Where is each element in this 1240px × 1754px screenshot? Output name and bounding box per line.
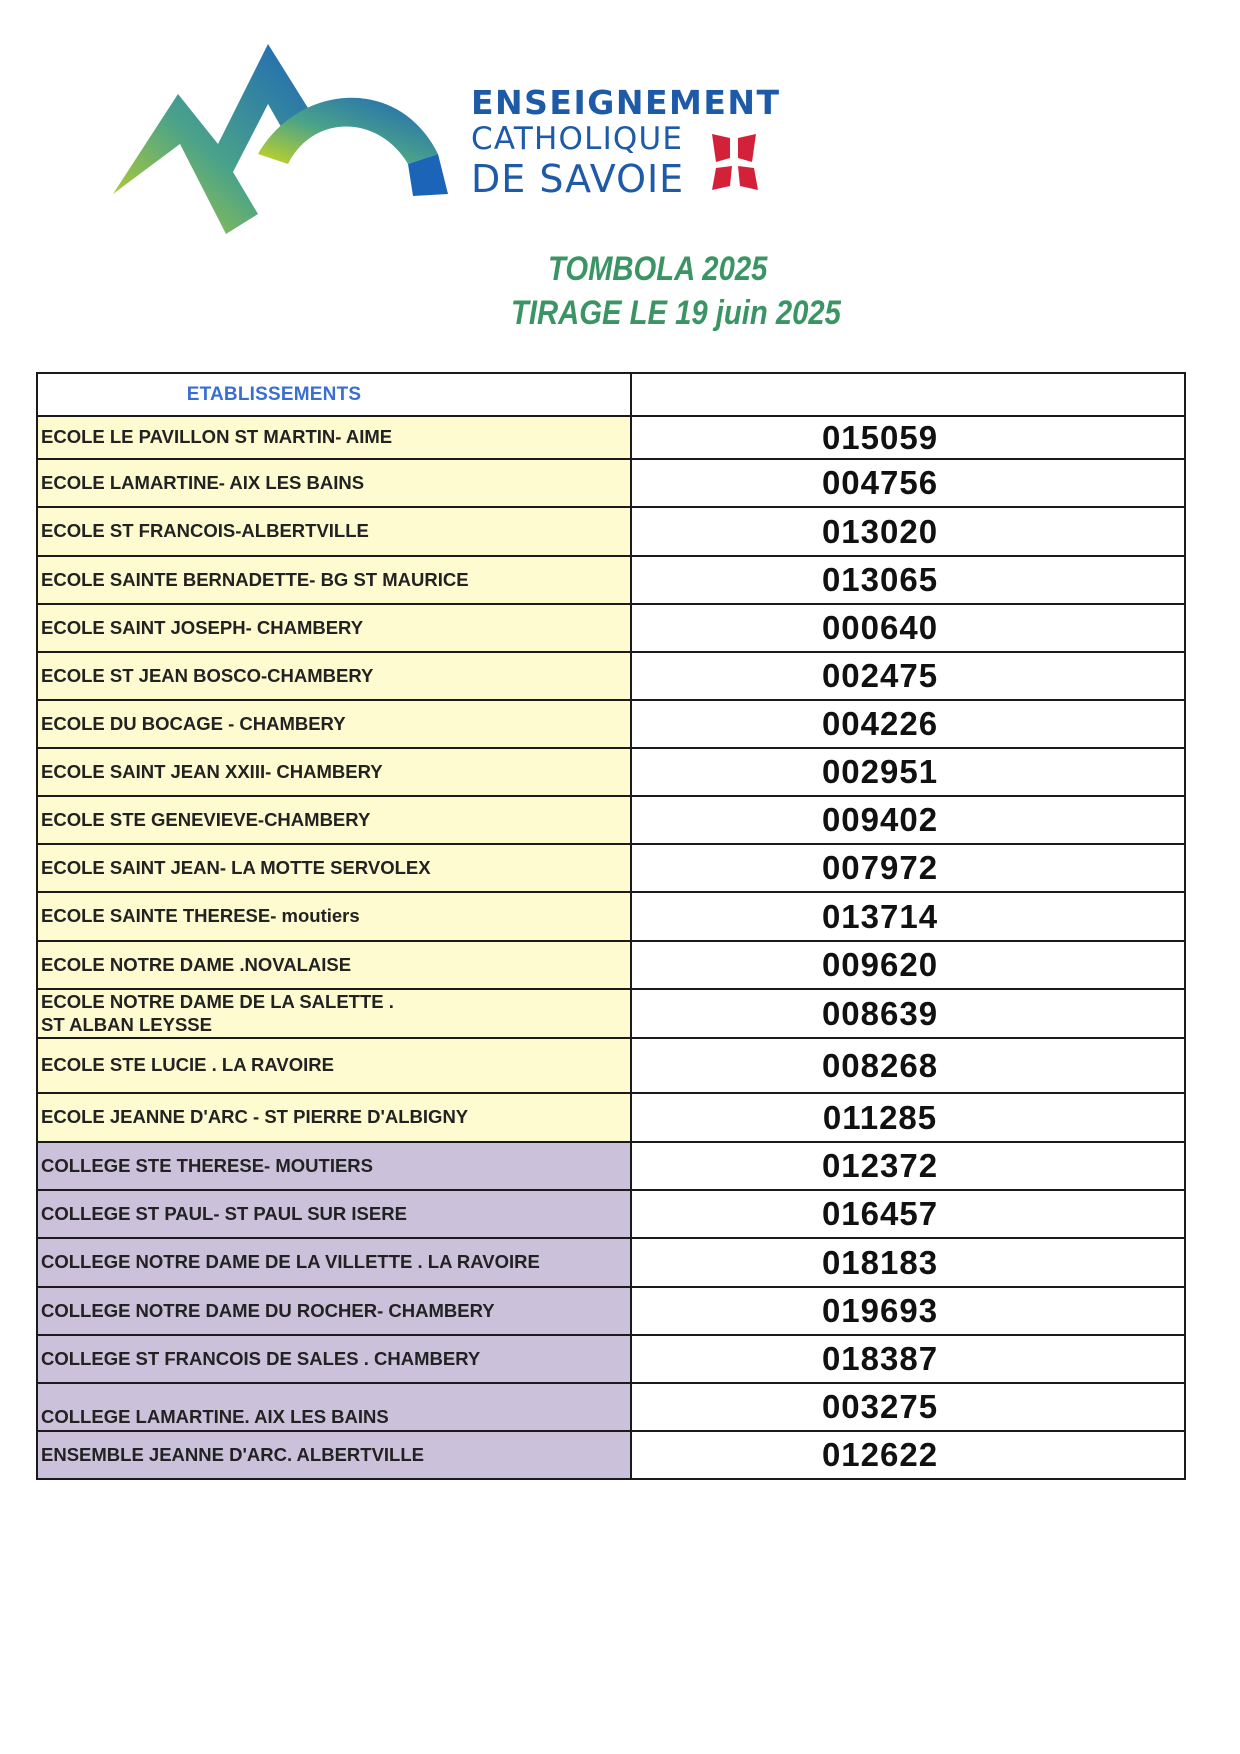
ticket-number: 013020 — [631, 507, 1185, 556]
establishment-name-line: COLLEGE NOTRE DAME DE LA VILLETTE . LA RAVOIRE — [41, 1251, 540, 1273]
establishment-name — [37, 507, 631, 556]
ticket-number: 009402 — [631, 796, 1185, 844]
establishment-name-line: ECOLE JEANNE D'ARC - ST PIERRE D'ALBIGNY — [41, 1106, 469, 1128]
table-row — [37, 604, 1185, 652]
establishment-name — [37, 652, 631, 700]
establishment-name-line: ECOLE NOTRE DAME DE LA SALETTE . — [41, 991, 394, 1013]
ticket-number: 013714 — [631, 892, 1185, 941]
table-row — [37, 844, 1185, 892]
table-row — [37, 796, 1185, 844]
ticket-number: 008268 — [631, 1038, 1185, 1093]
establishment-name — [37, 700, 631, 748]
establishment-name — [37, 1190, 631, 1238]
table-row — [37, 1238, 1185, 1287]
ticket-number: 007972 — [631, 844, 1185, 892]
establishment-name-line: ECOLE SAINTE THERESE- moutiers — [41, 905, 360, 927]
establishment-name — [37, 604, 631, 652]
table-row — [37, 941, 1185, 989]
table-row — [37, 1287, 1185, 1335]
establishment-name-line: ECOLE SAINTE BERNADETTE- BG ST MAURICE — [41, 568, 469, 590]
column-header-number — [631, 373, 1185, 416]
table-header-row — [37, 373, 1185, 416]
establishment-name-line: COLLEGE LAMARTINE. AIX LES BAINS — [41, 1405, 389, 1427]
establishment-name — [37, 796, 631, 844]
establishment-name — [37, 1093, 631, 1142]
results-table — [36, 372, 1186, 1480]
establishment-name — [37, 1431, 631, 1479]
ticket-number: 004756 — [631, 459, 1185, 507]
brand-line-1: ENSEIGNEMENT — [471, 83, 781, 122]
column-header-etablissements: ETABLISSEMENTS — [37, 373, 631, 416]
table-row — [37, 556, 1185, 604]
establishment-name — [37, 1383, 631, 1431]
establishment-name — [37, 941, 631, 989]
establishment-name — [37, 1142, 631, 1190]
establishment-name-line: ECOLE SAINT JOSEPH- CHAMBERY — [41, 616, 364, 638]
establishment-name — [37, 892, 631, 941]
establishment-name — [37, 1335, 631, 1383]
establishment-name-line: ECOLE LE PAVILLON ST MARTIN- AIME — [41, 426, 393, 448]
establishment-name-line: COLLEGE STE THERESE- MOUTIERS — [41, 1154, 373, 1176]
establishment-name-line: ECOLE STE GENEVIEVE-CHAMBERY — [41, 808, 371, 830]
ticket-number: 016457 — [631, 1190, 1185, 1238]
page-title: TOMBOLA 2025 — [548, 250, 768, 288]
ticket-number: 019693 — [631, 1287, 1185, 1335]
establishment-name — [37, 556, 631, 604]
ticket-number: 015059 — [631, 416, 1185, 459]
ticket-number: 004226 — [631, 700, 1185, 748]
ticket-number: 003275 — [631, 1383, 1185, 1431]
table-row — [37, 1093, 1185, 1142]
establishment-name — [37, 1238, 631, 1287]
establishment-name-line-2: ST ALBAN LEYSSE — [41, 1013, 212, 1035]
table-row — [37, 652, 1185, 700]
establishment-name — [37, 748, 631, 796]
establishment-name-line: ECOLE NOTRE DAME .NOVALAISE — [41, 953, 352, 975]
table-row — [37, 700, 1185, 748]
establishment-name-line: COLLEGE NOTRE DAME DU ROCHER- CHAMBERY — [41, 1299, 495, 1321]
establishment-name-line: ECOLE ST JEAN BOSCO-CHAMBERY — [41, 664, 374, 686]
ticket-number: 012622 — [631, 1431, 1185, 1479]
ticket-number: 002951 — [631, 748, 1185, 796]
establishment-name-line: ECOLE SAINT JEAN XXIII- CHAMBERY — [41, 760, 383, 782]
establishment-name — [37, 1287, 631, 1335]
ticket-number: 018387 — [631, 1335, 1185, 1383]
ticket-number: 008639 — [631, 989, 1185, 1038]
ticket-number: 009620 — [631, 941, 1185, 989]
establishment-name-line: ENSEMBLE JEANNE D'ARC. ALBERTVILLE — [41, 1443, 424, 1465]
table-row — [37, 459, 1185, 507]
table-row — [37, 1142, 1185, 1190]
ticket-number: 000640 — [631, 604, 1185, 652]
table-row — [37, 748, 1185, 796]
table-row — [37, 1335, 1185, 1383]
ticket-number: 013065 — [631, 556, 1185, 604]
establishment-name-line: ECOLE LAMARTINE- AIX LES BAINS — [41, 471, 365, 493]
table-row — [37, 1190, 1185, 1238]
establishment-name-line: COLLEGE ST PAUL- ST PAUL SUR ISERE — [41, 1202, 407, 1224]
brand-line-3: DE SAVOIE — [471, 157, 685, 201]
establishment-name — [37, 989, 631, 1038]
page-subtitle: TIRAGE LE 19 juin 2025 — [511, 294, 841, 332]
establishment-name-line: ECOLE STE LUCIE . LA RAVOIRE — [41, 1054, 334, 1076]
establishment-name — [37, 1038, 631, 1093]
table-row — [37, 1383, 1185, 1431]
table-row — [37, 892, 1185, 941]
table-row — [37, 416, 1185, 459]
table-row — [37, 1431, 1185, 1479]
table-row — [37, 1038, 1185, 1093]
table-row — [37, 989, 1185, 1038]
ticket-number: 012372 — [631, 1142, 1185, 1190]
establishment-name-line: ECOLE DU BOCAGE - CHAMBERY — [41, 712, 346, 734]
ticket-number: 018183 — [631, 1238, 1185, 1287]
establishment-name — [37, 459, 631, 507]
establishment-name-line: ECOLE SAINT JEAN- LA MOTTE SERVOLEX — [41, 856, 431, 878]
brand-line-2: CATHOLIQUE — [471, 121, 684, 157]
ticket-number: 002475 — [631, 652, 1185, 700]
establishment-name — [37, 844, 631, 892]
savoie-cross-icon — [710, 132, 760, 192]
table-row — [37, 507, 1185, 556]
establishment-name-line: ECOLE ST FRANCOIS-ALBERTVILLE — [41, 520, 369, 542]
establishment-name — [37, 416, 631, 459]
establishment-name-line: COLLEGE ST FRANCOIS DE SALES . CHAMBERY — [41, 1347, 481, 1369]
ticket-number: 011285 — [631, 1093, 1185, 1142]
